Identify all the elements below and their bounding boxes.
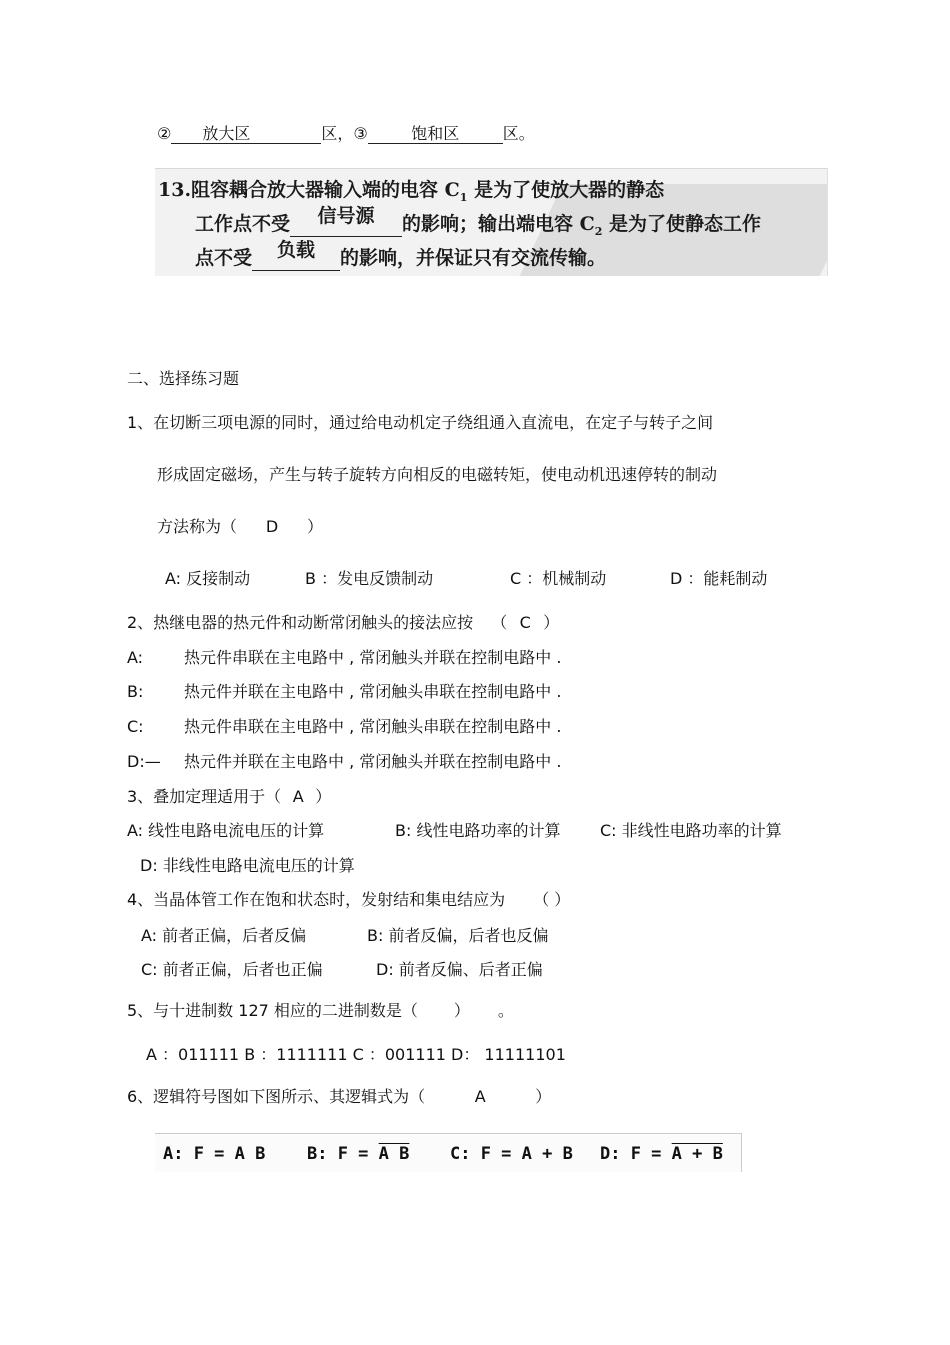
q12-tail xyxy=(157,124,535,144)
formula-d: D: F = A + B xyxy=(600,1144,723,1164)
q12-mid: 区，③ xyxy=(321,124,368,143)
formula-c: C: F = A + B xyxy=(450,1144,573,1164)
q6-formula-image xyxy=(155,1133,742,1172)
q1-option-d: D ：能耗制动 xyxy=(670,569,768,588)
q3-option-d: D: 非线性电路电流电压的计算 xyxy=(140,856,355,875)
q13-line-1: 13.阻容耦合放大器输入端的电容 $C_1$ 是为了使放大器的静态 xyxy=(158,179,665,204)
q13-blank-2: 负载 xyxy=(252,243,340,271)
q1-line-1: 1、在切断三项电源的同时，通过给电动机定子绕组通入直流电，在定子与转子之间 xyxy=(127,413,714,432)
q6-stem: 6、逻辑符号图如下图所示、其逻辑式为（ A ） xyxy=(127,1087,552,1106)
section-title: 二、选择练习题 xyxy=(127,369,240,388)
q2-answer: C xyxy=(519,613,531,632)
q2-option-a: A: 热元件串联在主电路中 , 常闭触头并联在控制电路中 . xyxy=(127,648,562,667)
q1-option-c: C ：机械制动 xyxy=(510,569,607,588)
formula-a: A: F = A B xyxy=(163,1144,266,1164)
q3-option-b: B: 线性电路功率的计算 xyxy=(395,821,561,840)
q4-option-a: A: 前者正偏，后者反偏 xyxy=(141,926,307,945)
q13-blank-1: 信号源 xyxy=(290,209,402,237)
q12-blank-1: 放大区 xyxy=(171,124,321,144)
q2-stem: 2、热继电器的热元件和动断常闭触头的接法应按 （ C ） xyxy=(127,613,560,632)
q4-option-b: B: 前者反偏，后者也反偏 xyxy=(367,926,549,945)
q3-option-c: C: 非线性电路功率的计算 xyxy=(600,821,782,840)
q2-option-c: C: 热元件串联在主电路中 , 常闭触头串联在控制电路中 . xyxy=(127,717,562,736)
q12-suffix: 区。 xyxy=(502,124,535,143)
q13-line-2: 工作点不受 信号源 的影响；输出端电容 $C_2$ 是为了使静态工作 xyxy=(195,205,762,238)
q4-option-d: D: 前者反偏、后者正偏 xyxy=(376,960,543,979)
q1-line-2: 形成固定磁场，产生与转子旋转方向相反的电磁转矩，使电动机迅速停转的制动 xyxy=(157,465,718,484)
q6-answer: A xyxy=(474,1087,486,1106)
formula-b: B: F = A B xyxy=(307,1144,410,1164)
q1-option-a: A: 反接制动 xyxy=(165,569,251,588)
q2-option-b: B: 热元件并联在主电路中 , 常闭触头串联在控制电路中 . xyxy=(127,682,562,701)
q4-option-c: C: 前者正偏，后者也正偏 xyxy=(141,960,323,979)
q13-line-3: 点不受 负载 的影响，并保证只有交流传输。 xyxy=(195,239,607,269)
q2-option-d: D:— 热元件并联在主电路中 , 常闭触头并联在控制电路中 . xyxy=(127,752,562,771)
q1-line-3: 方法称为（ D ） xyxy=(157,517,324,536)
q5-options: A ：011111 B ：1111111 C ：001111 D： 11111101 xyxy=(146,1045,566,1064)
q3-stem: 3、叠加定理适用于（ A ） xyxy=(127,787,332,806)
q4-stem: 4、当晶体管工作在饱和状态时，发射结和集电结应为 （ ） xyxy=(127,890,571,909)
q12-prefix: ② xyxy=(157,124,172,143)
q13-scanned-image xyxy=(155,168,828,276)
q5-stem: 5、与十进制数 127 相应的二进制数是（ ） 。 xyxy=(127,1001,514,1020)
q12-blank-2: 饱和区 xyxy=(368,124,503,144)
q1-option-b: B ：发电反馈制动 xyxy=(305,569,434,588)
q3-answer: A xyxy=(292,787,304,806)
q3-option-a: A: 线性电路电流电压的计算 xyxy=(127,821,325,840)
q1-answer: D xyxy=(265,517,279,536)
